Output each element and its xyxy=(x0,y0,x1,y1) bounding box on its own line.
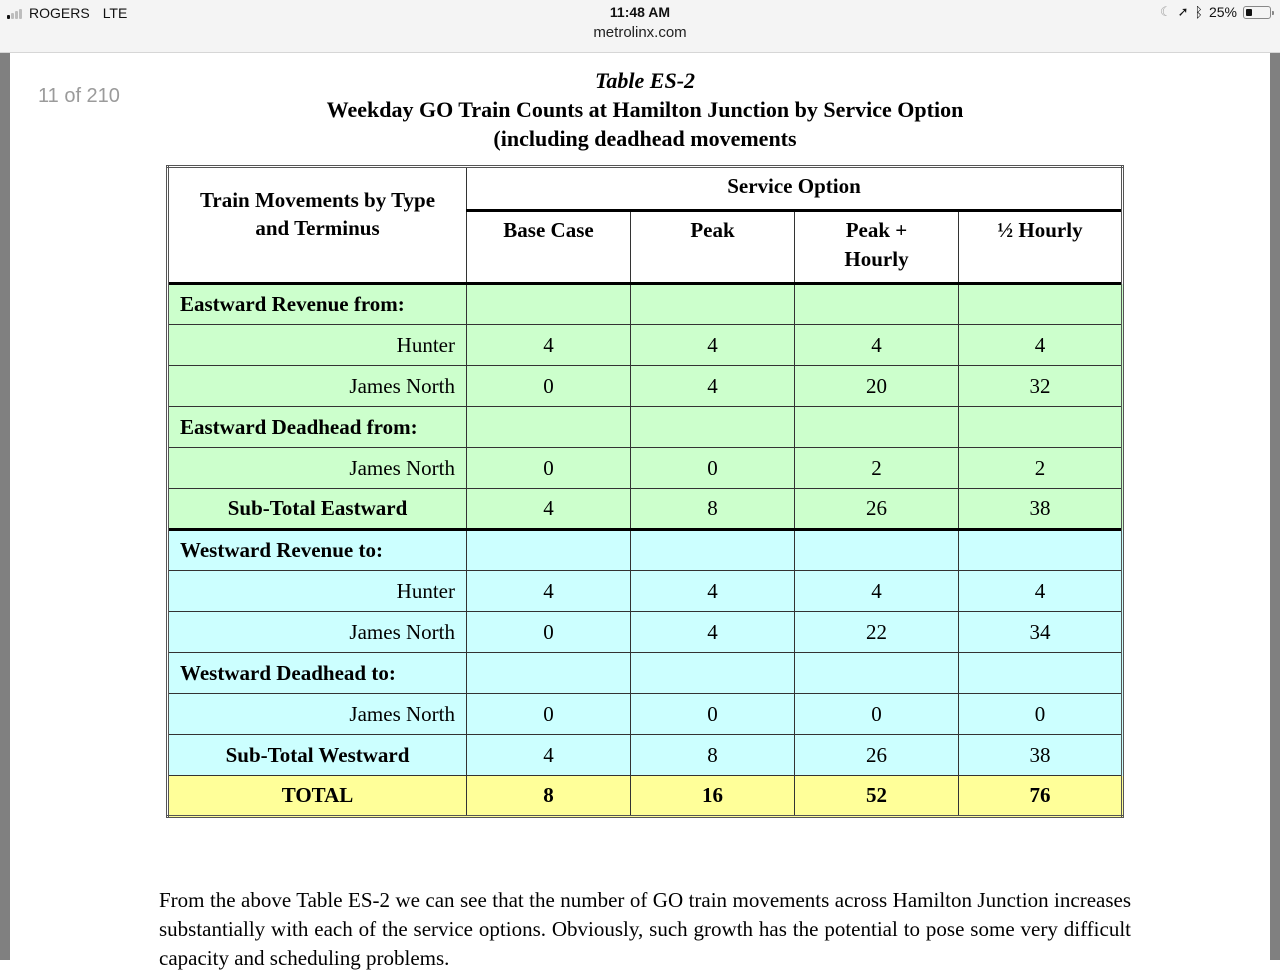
cell-value: 0 xyxy=(467,366,631,407)
cell-value xyxy=(631,653,795,694)
table-row xyxy=(168,571,1123,612)
table-row xyxy=(168,407,1123,448)
column-header xyxy=(959,211,1123,284)
table-row xyxy=(168,694,1123,735)
status-right xyxy=(1160,4,1271,20)
table-title: Weekday GO Train Counts at Hamilton Junction by Service Option xyxy=(326,97,964,122)
cell-value: 0 xyxy=(467,612,631,653)
cell-value xyxy=(795,653,959,694)
cell-value: 0 xyxy=(467,448,631,489)
cell-value xyxy=(959,653,1123,694)
row-label: Westward Deadhead to: xyxy=(168,653,467,694)
row-label: James North xyxy=(168,612,467,653)
cell-value: 0 xyxy=(795,694,959,735)
service-option-header: Service Option xyxy=(467,167,1123,211)
body-paragraph: From the above Table ES-2 we can see that the number of GO train movements across Hamilton Junction increases substantially with each of the service options. Obviously, such growth has the potential to pose some very difficult capacity and scheduling problems. xyxy=(159,888,1131,970)
cell-value: 76 xyxy=(959,776,1123,817)
cell-value: 4 xyxy=(631,612,795,653)
cell-value xyxy=(631,530,795,571)
table-row xyxy=(168,612,1123,653)
table-row xyxy=(168,653,1123,694)
train-counts-table xyxy=(166,165,1124,818)
cell-value: 20 xyxy=(795,366,959,407)
cell-value: 4 xyxy=(795,571,959,612)
cell-value xyxy=(467,530,631,571)
cell-value: 8 xyxy=(467,776,631,817)
cell-value: 0 xyxy=(631,448,795,489)
row-label: Hunter xyxy=(168,571,467,612)
location-arrow-icon: ➚ xyxy=(1177,4,1189,19)
cell-value xyxy=(959,284,1123,325)
row-label: Eastward Revenue from: xyxy=(168,284,467,325)
cell-value: 38 xyxy=(959,735,1123,776)
cell-value xyxy=(631,284,795,325)
cell-value: 22 xyxy=(795,612,959,653)
cell-value xyxy=(795,407,959,448)
cell-value: 4 xyxy=(467,325,631,366)
row-label: James North xyxy=(168,448,467,489)
table-subtitle: (including deadhead movements xyxy=(493,126,797,151)
table-row xyxy=(168,530,1123,571)
row-label: Hunter xyxy=(168,325,467,366)
row-label: James North xyxy=(168,366,467,407)
cell-value xyxy=(631,407,795,448)
page-edge-right xyxy=(1270,53,1280,960)
cell-value: 4 xyxy=(631,366,795,407)
column-header xyxy=(795,211,959,284)
cell-value: 4 xyxy=(631,325,795,366)
bluetooth-icon: ᛒ xyxy=(1194,4,1203,20)
row-header-text: Train Movements by Type and Terminus xyxy=(199,188,436,240)
cell-value xyxy=(467,407,631,448)
cell-value: 2 xyxy=(959,448,1123,489)
cell-value: 26 xyxy=(795,735,959,776)
cell-value: 4 xyxy=(467,571,631,612)
cell-value: 2 xyxy=(795,448,959,489)
clock: 11:48 AM xyxy=(609,4,671,20)
battery-icon xyxy=(1243,6,1271,19)
cell-value xyxy=(467,284,631,325)
status-bar xyxy=(0,0,1280,53)
battery-fill xyxy=(1246,9,1252,16)
table-header-row xyxy=(168,167,1123,211)
column-header-line: ½ Hourly xyxy=(997,218,1083,242)
column-header-line: Peak + xyxy=(845,218,908,242)
cell-value xyxy=(795,284,959,325)
address-bar[interactable]: metrolinx.com xyxy=(593,24,687,41)
column-header-line: Base Case xyxy=(503,218,594,242)
table-row xyxy=(168,284,1123,325)
row-label: Sub-Total Westward xyxy=(168,735,467,776)
page-edge-left xyxy=(0,53,10,960)
table-row xyxy=(168,489,1123,530)
cell-value: 4 xyxy=(959,325,1123,366)
column-header-line: Hourly xyxy=(844,247,909,271)
table-row xyxy=(168,776,1123,817)
battery-percent: 25% xyxy=(1208,4,1237,20)
cell-value: 8 xyxy=(631,489,795,530)
row-label: Eastward Deadhead from: xyxy=(168,407,467,448)
cell-value: 4 xyxy=(631,571,795,612)
cell-value: 4 xyxy=(467,735,631,776)
row-label: Westward Revenue to: xyxy=(168,530,467,571)
cell-value: 0 xyxy=(467,694,631,735)
row-label: Sub-Total Eastward xyxy=(168,489,467,530)
cell-value: 0 xyxy=(631,694,795,735)
network-type: LTE xyxy=(102,5,128,21)
cell-value: 38 xyxy=(959,489,1123,530)
column-header xyxy=(467,211,631,284)
cell-value: 34 xyxy=(959,612,1123,653)
moon-icon: ☾ xyxy=(1160,4,1172,19)
table-row xyxy=(168,735,1123,776)
column-header-line: Peak xyxy=(690,218,735,242)
cell-value: 52 xyxy=(795,776,959,817)
row-label: James North xyxy=(168,694,467,735)
cell-value xyxy=(959,530,1123,571)
table-label: Table ES-2 xyxy=(594,68,696,93)
row-header-label xyxy=(168,167,467,284)
cell-value xyxy=(467,653,631,694)
cell-value: 4 xyxy=(467,489,631,530)
carrier-name: ROGERS xyxy=(29,5,90,21)
cell-value: 4 xyxy=(959,571,1123,612)
cell-value: 0 xyxy=(959,694,1123,735)
cell-value: 8 xyxy=(631,735,795,776)
cell-value: 26 xyxy=(795,489,959,530)
page-counter: 11 of 210 xyxy=(38,85,120,107)
table-row xyxy=(168,366,1123,407)
cell-value xyxy=(959,407,1123,448)
status-center xyxy=(0,4,1280,41)
cell-value: 32 xyxy=(959,366,1123,407)
row-label: TOTAL xyxy=(168,776,467,817)
cell-value: 4 xyxy=(795,325,959,366)
table-row xyxy=(168,448,1123,489)
table-row xyxy=(168,325,1123,366)
column-header xyxy=(631,211,795,284)
cell-value: 16 xyxy=(631,776,795,817)
cell-value xyxy=(795,530,959,571)
